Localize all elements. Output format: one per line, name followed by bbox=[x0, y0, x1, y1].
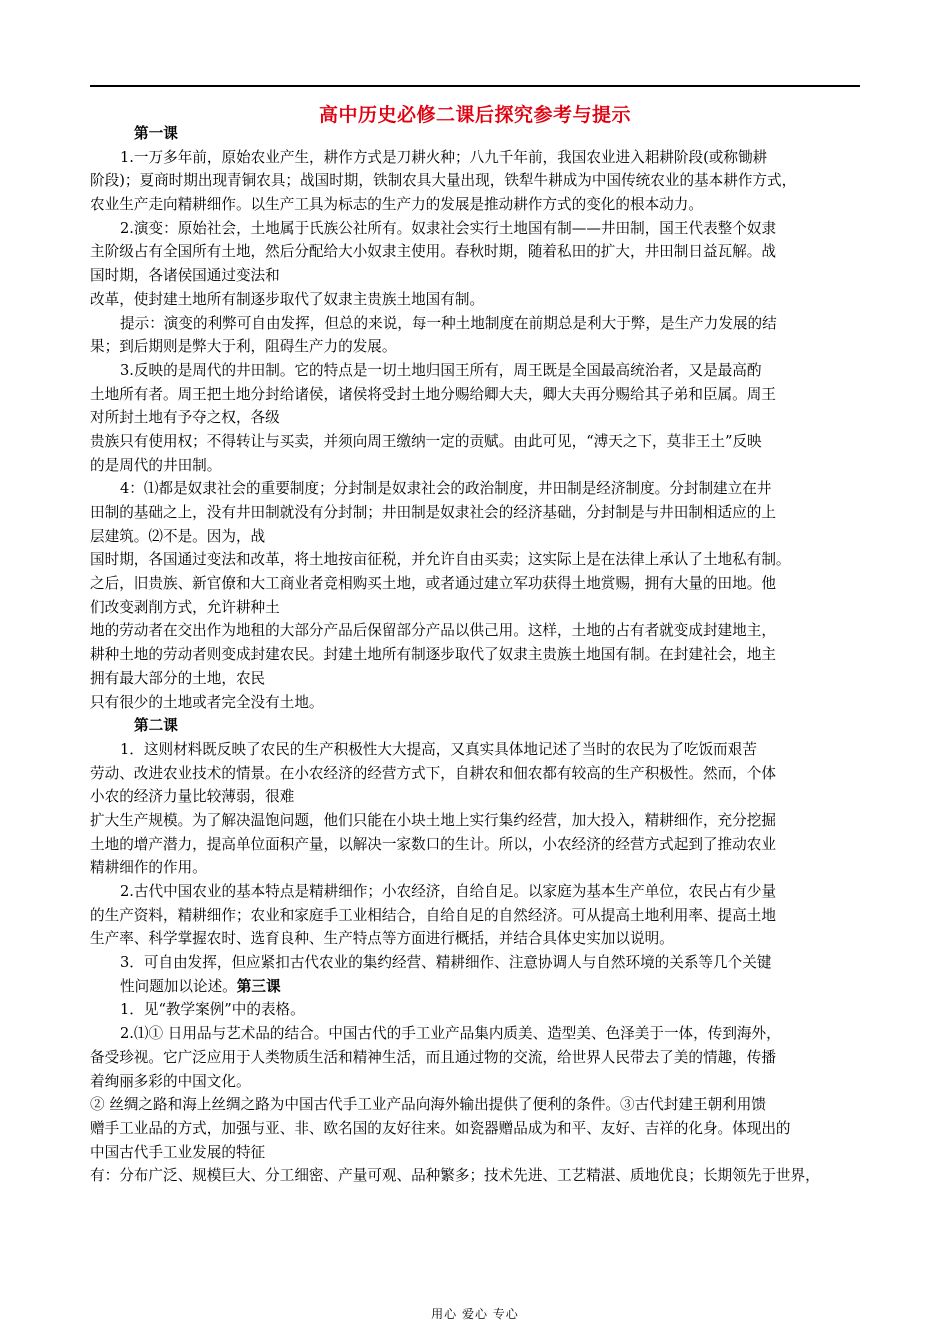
line-text: 土地所有者。周王把土地分封给诸侯，诸侯将受封土地分赐给卿大夫，卿大夫再分赐给其子弟和臣属。周王 bbox=[90, 385, 776, 403]
text-line bbox=[90, 430, 865, 454]
text-line bbox=[90, 856, 865, 880]
line-text: 扩大生产规模。为了解决温饱问题，他们只能在小块土地上实行集约经营，加大投入，精耕细作，充分挖掘 bbox=[90, 811, 776, 829]
text-line bbox=[90, 572, 865, 596]
text-line bbox=[90, 691, 865, 715]
line-text: 赠手工业品的方式，加强与亚、非、欧名国的友好往来。如瓷器赠品成为和平、友好、吉祥的化身。体现出的 bbox=[90, 1119, 791, 1137]
text-line bbox=[90, 619, 865, 643]
line-text: 1.一万多年前，原始农业产生，耕作方式是刀耕火种；八九千年前，我国农业进入耜耕阶段(或称锄耕 bbox=[120, 148, 768, 166]
line-text: 国时期，各国通过变法和改革，将土地按亩征税，并允许自由买卖；这实际上是在法律上承认了土地私有制。 bbox=[90, 551, 791, 569]
page-title: 高中历史必修二课后探究参考与提示 bbox=[318, 104, 631, 126]
text-line bbox=[90, 762, 865, 786]
line-text: 第二课 bbox=[134, 717, 178, 735]
text-line bbox=[90, 880, 865, 904]
text-line bbox=[90, 1022, 865, 1046]
line-text: 中国古代手工业发展的特征 bbox=[90, 1143, 266, 1161]
text-line bbox=[90, 240, 865, 264]
line-text: 果；到后期则是弊大于利，阻碍生产力的发展。 bbox=[90, 338, 397, 356]
line-text: 农业生产走向精耕细作。以生产工具为标志的生产力的发展是推动耕作方式的变化的根本动力。 bbox=[90, 196, 703, 214]
line-text: 的是周代的井田制。 bbox=[90, 456, 222, 474]
document-body bbox=[90, 122, 865, 1188]
line-text: 的生产资料，精耕细作；农业和家庭手工业相结合，自给自足的自然经济。可从提高土地利用率、提高土地 bbox=[90, 906, 776, 924]
text-line bbox=[90, 927, 865, 951]
text-line bbox=[90, 548, 865, 572]
text-line bbox=[90, 264, 865, 288]
text-line bbox=[90, 833, 865, 857]
text-line bbox=[90, 975, 865, 999]
text-line bbox=[90, 335, 865, 359]
text-line bbox=[90, 359, 865, 383]
line-text: 提示：演变的利弊可自由发挥，但总的来说，每一种土地制度在前期总是利大于弊，是生产力发展的结 bbox=[120, 314, 777, 332]
text-line bbox=[90, 667, 865, 691]
text-line bbox=[90, 738, 865, 762]
line-text: 国时期，各诸侯国通过变法和 bbox=[90, 267, 280, 285]
line-text: 4：⑴都是奴隶社会的重要制度；分封制是奴隶社会的政治制度，井田制是经济制度。分封制建立在井 bbox=[120, 480, 772, 498]
line-text: 有：分布广泛、规模巨大、分工细密、产量可观、品种繁多；技术先进、工艺精湛、质地优良；长期领先于世界， bbox=[90, 1167, 820, 1185]
line-text: 贵族只有使用权；不得转让与买卖，并须向周王缴纳一定的贡赋。由此可见，“溥天之下，莫非王土”反映 bbox=[90, 432, 762, 450]
line-text: 性问题加以论述。 bbox=[120, 977, 237, 995]
line-text: 2.古代中国农业的基本特点是精耕细作；小农经济，自给自足。以家庭为基本生产单位，农民占有少量 bbox=[120, 883, 777, 900]
text-line bbox=[90, 904, 865, 928]
text-line bbox=[90, 501, 865, 525]
line-text: 耕种土地的劳动者则变成封建农民。封建土地所有制逐步取代了奴隶主贵族土地国有制。在封建社会，地主 bbox=[90, 646, 776, 664]
text-line bbox=[90, 1046, 865, 1070]
line-text: 田制的基础之上，没有井田制就没有分封制；井田制是奴隶社会的经济基础，分封制是与井田制相适应的上 bbox=[90, 504, 776, 521]
line-text: 精耕细作的作用。 bbox=[90, 859, 207, 877]
text-line bbox=[90, 643, 865, 667]
line-text: 对所封土地有予夺之权，各级 bbox=[90, 409, 280, 427]
line-text: 们改变剥削方式，允许耕种土 bbox=[90, 598, 280, 616]
text-line bbox=[90, 785, 865, 809]
line-text: 层建筑。⑵不是。因为，战 bbox=[90, 527, 266, 545]
text-line bbox=[90, 406, 865, 430]
top-rule bbox=[90, 85, 860, 87]
text-line bbox=[90, 1117, 865, 1141]
section-heading bbox=[90, 122, 865, 146]
text-line bbox=[90, 383, 865, 407]
text-line bbox=[90, 454, 865, 478]
line-text: 地的劳动者在交出作为地租的大部分产品后保留部分产品以供己用。这样，土地的占有者就变成封建地主， bbox=[90, 622, 776, 640]
text-line bbox=[90, 1141, 865, 1165]
text-line bbox=[90, 809, 865, 833]
line-text: 改革，使封建土地所有制逐步取代了奴隶主贵族土地国有制。 bbox=[90, 290, 485, 308]
line-text: 备受珍视。它广泛应用于人类物质生活和精神生活，而且通过物的交流，给世界人民带去了美的情趣，传播 bbox=[90, 1048, 776, 1066]
line-text: 3.反映的是周代的井田制。它的特点是一切土地归国王所有，周王既是全国最高统治者，又是最高酌 bbox=[120, 361, 762, 379]
text-line bbox=[90, 525, 865, 549]
text-line bbox=[90, 596, 865, 620]
line-text: 阶段)；夏商时期出现青铜农具；战国时期，铁制农具大量出现，铁犁牛耕成为中国传统农业的基本耕作方式， bbox=[90, 172, 797, 190]
line-text: 第一课 bbox=[134, 125, 178, 142]
line-text: 土地的增产潜力，提高单位面积产量，以解决一家数口的生计。所以，小农经济的经营方式起到了推动农业 bbox=[90, 835, 776, 853]
text-line bbox=[90, 1093, 865, 1117]
line-text: 1．见“教学案例”中的表格。 bbox=[120, 1001, 305, 1019]
text-line bbox=[90, 193, 865, 217]
text-line bbox=[90, 998, 865, 1022]
page-footer: 用心 爱心 专心 bbox=[431, 1307, 519, 1321]
text-line bbox=[90, 1164, 865, 1188]
text-line bbox=[90, 217, 865, 241]
text-line bbox=[90, 312, 865, 336]
text-line bbox=[90, 951, 865, 975]
line-text: 生产率、科学掌握农时、选育良种、生产特点等方面进行概括，并结合具体史实加以说明。 bbox=[90, 930, 674, 948]
text-line bbox=[90, 1070, 865, 1094]
line-text: 着绚丽多彩的中国文化。 bbox=[90, 1072, 251, 1090]
text-line bbox=[90, 169, 865, 193]
text-line bbox=[90, 146, 865, 170]
line-text: 2.演变：原始社会，土地属于氏族公社所有。奴隶社会实行土地国有制——井田制，国王代表整个奴隶 bbox=[120, 219, 777, 237]
line-text: 1．这则材料既反映了农民的生产积极性大大提高，又真实具体地记述了当时的农民为了吃饭而艰苦 bbox=[120, 740, 757, 758]
text-line bbox=[90, 288, 865, 312]
line-text: 之后，旧贵族、新官僚和大工商业者竞相购买土地，或者通过建立军功获得土地赏赐，拥有大量的田地。他 bbox=[90, 575, 776, 593]
line-text: 主阶级占有全国所有土地，然后分配给大小奴隶主使用。春秋时期，随着私田的扩大，井田制日益瓦解。战 bbox=[90, 243, 776, 261]
text-line bbox=[90, 477, 865, 501]
line-text: 2.⑴① 日用品与艺术品的结合。中国古代的手工业产品集内质美、造型美、色泽美于一体，传到海外， bbox=[120, 1025, 781, 1043]
line-text: 劳动、改进农业技术的情景。在小农经济的经营方式下，自耕农和佃农都有较高的生产积极性。然而，个体 bbox=[90, 764, 776, 782]
line-text: ② 丝绸之路和海上丝绸之路为中国古代手工业产品向海外输出提供了便利的条件。③古代封建王朝利用馈 bbox=[90, 1096, 766, 1114]
section-heading bbox=[90, 714, 865, 738]
line-text: 拥有最大部分的土地，农民 bbox=[90, 669, 266, 687]
line-text: 小农的经济力量比较薄弱，很难 bbox=[90, 788, 295, 806]
line-text: 只有很少的土地或者完全没有土地。 bbox=[90, 693, 324, 711]
section-heading: 第三课 bbox=[236, 977, 281, 995]
line-text: 3．可自由发挥，但应紧扣古代农业的集约经营、精耕细作、注意协调人与自然环境的关系等几个关键 bbox=[120, 954, 772, 972]
